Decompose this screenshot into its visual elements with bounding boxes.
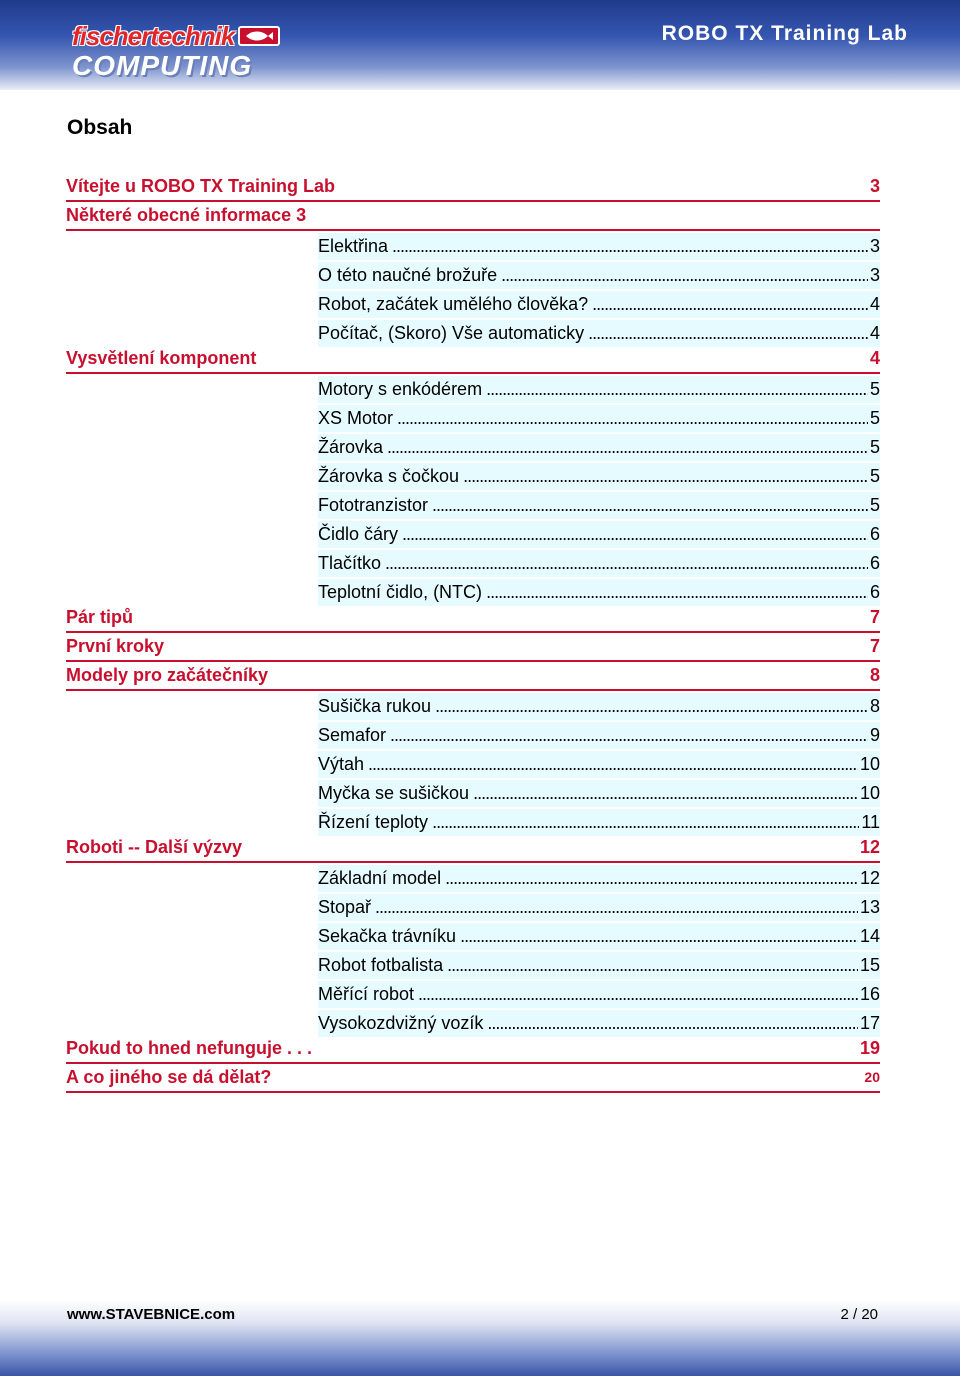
dot-leader	[418, 981, 858, 1008]
toc-entry-title: Řízení teploty	[318, 812, 429, 832]
toc-entry-title: A co jiného se dá dělat?	[66, 1067, 272, 1087]
toc-entry-page: 3	[869, 265, 880, 285]
toc-section-link[interactable]	[318, 550, 880, 577]
toc-section-link[interactable]	[318, 923, 880, 950]
toc-section-link[interactable]	[318, 376, 880, 403]
toc-entry-title: Fototranzistor	[318, 495, 429, 515]
computing-logo: COMPUTING	[72, 50, 253, 81]
dot-leader	[445, 865, 858, 892]
dot-leader	[435, 693, 868, 720]
dot-leader	[392, 233, 868, 260]
toc-entry-title: Počítač, (Skoro) Vše automaticky	[318, 323, 585, 343]
dot-leader	[387, 434, 868, 461]
toc-entry-page: 7	[869, 607, 880, 627]
toc-chapter-link[interactable]	[66, 1066, 880, 1093]
toc-entry-title: Robot, začátek umělého člověka?	[318, 294, 589, 314]
toc-section-link[interactable]	[318, 1010, 880, 1037]
toc-entry-title: Vítejte u ROBO TX Training Lab	[66, 176, 336, 196]
dot-leader	[592, 291, 868, 318]
toc-entry-page: 12	[859, 837, 880, 857]
fischertechnik-logo	[72, 22, 280, 50]
toc-entry-title: Teplotní čidlo, (NTC)	[318, 582, 483, 602]
toc-entry-page: 3	[869, 176, 880, 196]
header-title: ROBO TX Training Lab	[661, 22, 908, 45]
toc-entry-page: 5	[869, 466, 880, 486]
toc-entry-title: Pokud to hned nefunguje . . .	[66, 1038, 312, 1058]
toc-entry-page: 5	[869, 495, 880, 515]
toc-entry-page: 7	[869, 636, 880, 656]
toc-entry-page: 15	[859, 955, 880, 975]
toc-chapter-link[interactable]	[66, 635, 880, 662]
toc-entry-title: XS Motor	[318, 408, 394, 428]
toc-entry-title: Myčka se sušičkou	[318, 783, 470, 803]
dot-leader	[501, 262, 868, 289]
toc-chapter-link[interactable]	[66, 1037, 880, 1064]
dot-leader	[447, 952, 858, 979]
toc-section-link[interactable]	[318, 722, 880, 749]
toc-section-link[interactable]	[318, 262, 880, 289]
toc-section-link[interactable]	[318, 434, 880, 461]
dot-leader	[473, 780, 858, 807]
toc-entry-page: 5	[869, 408, 880, 428]
toc-section-link[interactable]	[318, 894, 880, 921]
toc-entry-title: Výtah	[318, 754, 365, 774]
toc-entry-title: Některé obecné informace 3	[66, 205, 307, 225]
toc-entry-page: 11	[861, 812, 880, 832]
table-of-contents	[0, 175, 960, 1093]
dot-leader	[463, 463, 868, 490]
toc-chapter-link[interactable]	[66, 836, 880, 863]
toc-entry-page: 9	[869, 725, 880, 745]
toc-section-link[interactable]	[318, 780, 880, 807]
toc-entry-page: 20	[864, 1069, 880, 1085]
toc-entry-title: Stopař	[318, 897, 372, 917]
toc-entry-title: Elektřina	[318, 236, 389, 256]
toc-entry-page: 6	[869, 553, 880, 573]
toc-section-link[interactable]	[318, 579, 880, 606]
toc-entry-title: Modely pro začátečníky	[66, 665, 269, 685]
toc-section-link[interactable]	[318, 865, 880, 892]
toc-entry-title: Sušička rukou	[318, 696, 432, 716]
footer-website[interactable]: www.STAVEBNICE.com	[67, 1306, 236, 1323]
toc-entry-title: Sekačka trávníku	[318, 926, 457, 946]
toc-entry-title: Čidlo čáry	[318, 524, 399, 544]
toc-entry-page: 14	[859, 926, 880, 946]
toc-section-link[interactable]	[318, 952, 880, 979]
toc-section-link[interactable]	[318, 751, 880, 778]
toc-entry-title: Základní model	[318, 868, 442, 888]
dot-leader	[390, 722, 868, 749]
toc-section-link[interactable]	[318, 320, 880, 347]
toc-entry-page: 8	[869, 665, 880, 685]
dot-leader	[375, 894, 858, 921]
toc-entry-title: Motory s enkódérem	[318, 379, 483, 399]
toc-chapter-link[interactable]	[66, 606, 880, 633]
toc-entry-page: 12	[859, 868, 880, 888]
toc-section-link[interactable]	[318, 521, 880, 548]
footer-page-number: 2 / 20	[840, 1306, 878, 1323]
toc-entry-title: Roboti -- Další výzvy	[66, 837, 243, 857]
toc-entry-title: Pár tipů	[66, 607, 134, 627]
fish-icon	[238, 26, 280, 46]
dot-leader	[368, 751, 858, 778]
toc-entry-page: 10	[859, 783, 880, 803]
toc-entry-page: 6	[869, 582, 880, 602]
toc-entry-page: 4	[869, 348, 880, 368]
toc-entry-title: První kroky	[66, 636, 165, 656]
toc-chapter-link[interactable]	[66, 175, 880, 202]
page-title: Obsah	[67, 116, 133, 139]
toc-chapter-link[interactable]	[66, 664, 880, 691]
toc-entry-title: Vysokozdvižný vozík	[318, 1013, 484, 1033]
toc-entry-title: O této naučné brožuře	[318, 265, 498, 285]
dot-leader	[432, 492, 868, 519]
dot-leader	[460, 923, 858, 950]
toc-chapter-link[interactable]	[66, 347, 880, 374]
dot-leader	[486, 579, 868, 606]
toc-section-link[interactable]	[318, 693, 880, 720]
toc-chapter-link[interactable]	[66, 204, 880, 231]
toc-section-link[interactable]	[318, 405, 880, 432]
toc-entry-title: Měřící robot	[318, 984, 415, 1004]
toc-section-link[interactable]	[318, 492, 880, 519]
dot-leader	[397, 405, 868, 432]
toc-entry-page: 16	[859, 984, 880, 1004]
dot-leader	[402, 521, 868, 548]
toc-entry-title: Žárovka s čočkou	[318, 466, 460, 486]
dot-leader	[432, 809, 859, 836]
toc-entry-page: 3	[869, 236, 880, 256]
toc-entry-title: Semafor	[318, 725, 387, 745]
toc-section-link[interactable]	[318, 809, 880, 836]
dot-leader	[487, 1010, 858, 1037]
toc-entry-page: 5	[869, 437, 880, 457]
toc-section-link[interactable]	[318, 291, 880, 318]
toc-entry-title: Vysvětlení komponent	[66, 348, 257, 368]
toc-entry-title: Tlačítko	[318, 553, 382, 573]
toc-entry-page: 8	[869, 696, 880, 716]
toc-entry-page: 5	[869, 379, 880, 399]
toc-entry-page: 13	[859, 897, 880, 917]
dot-leader	[385, 550, 868, 577]
dot-leader	[486, 376, 868, 403]
toc-section-link[interactable]	[318, 981, 880, 1008]
toc-entry-page: 6	[869, 524, 880, 544]
toc-entry-page: 19	[859, 1038, 880, 1058]
toc-entry-page: 10	[859, 754, 880, 774]
toc-entry-title: Žárovka	[318, 437, 384, 457]
toc-entry-title: Robot fotbalista	[318, 955, 444, 975]
toc-section-link[interactable]	[318, 233, 880, 260]
toc-section-link[interactable]	[318, 463, 880, 490]
dot-leader	[588, 320, 868, 347]
brand-wordmark: fischertechnik	[72, 20, 235, 51]
toc-entry-page: 4	[869, 294, 880, 314]
toc-entry-page: 17	[859, 1013, 880, 1033]
toc-entry-page: 4	[869, 323, 880, 343]
page-header	[0, 0, 960, 90]
